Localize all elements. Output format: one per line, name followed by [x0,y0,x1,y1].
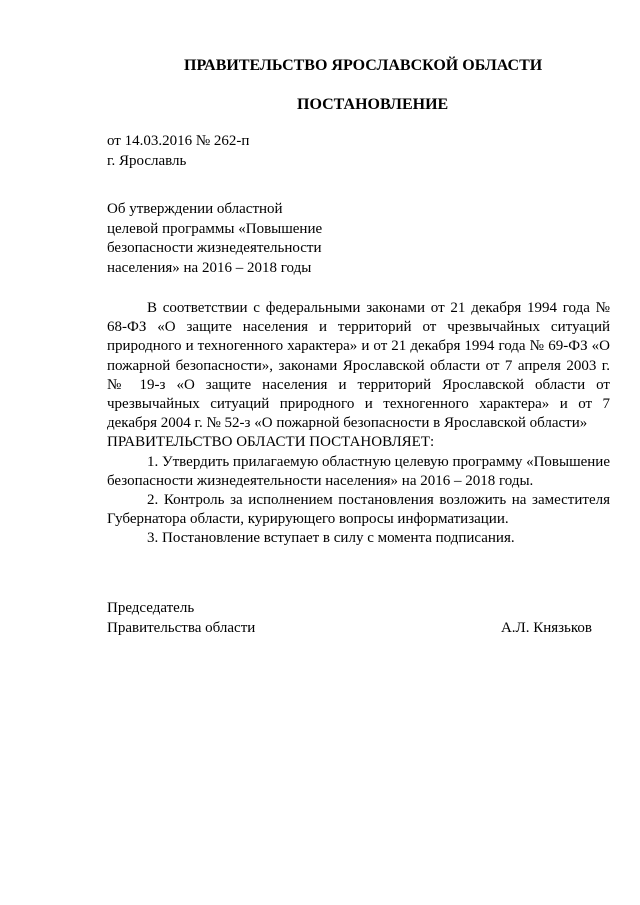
organization-title: ПРАВИТЕЛЬСТВО ЯРОСЛАВСКОЙ ОБЛАСТИ [184,57,543,74]
subject-line: безопасности жизнедеятельности [107,240,322,256]
document-body [107,299,610,549]
resolution-item: 2. Контроль за исполнением постановления возложить на заместителя Губернатора области, курирующего вопросы информатизации. [107,492,610,528]
signatory-title-line1: Председатель [107,600,195,616]
resolution-item: 3. Постановление вступает в силу с момента подписания. [147,530,515,547]
document-subject [107,200,322,278]
city: г. Ярославль [107,153,187,169]
subject-line: Об утверждении областной [107,201,283,217]
resolves-line: ПРАВИТЕЛЬСТВО ОБЛАСТИ ПОСТАНОВЛЯЕТ: [107,434,435,451]
resolution-item: 1. Утвердить прилагаемую областную целевую программу «Повышение безопасности жизнедеятельности населения» на 2016 – 2018 годы. [107,453,610,489]
signature-block [107,598,592,638]
date-number: от 14.03.2016 № 262-п [107,133,250,149]
signatory-name: А.Л. Князьков [500,620,592,636]
subject-line: целевой программы «Повышение [107,220,323,237]
signatory-title-line2: Правительства области [107,620,256,636]
subject-line: населения» на 2016 – 2018 годы [107,259,312,276]
document-type: ПОСТАНОВЛЕНИЕ [297,96,449,113]
signature-row [107,618,592,638]
document-meta [107,131,249,171]
preamble-paragraph: В соответствии с федеральными законами от 21 декабря 1994 года № 68-ФЗ «О защите населения и территорий от чрезвычайных ситуаций природного и техногенного характера» и от 21 декабря 1994 года № 69-ФЗ «О пожарной безопасности», законами Ярославской области от 7 апреля 2003 г. № 19-з «О защите населения и территорий Ярославской области от чрезвычайных ситуаций природного и техногенного характера» и от 7 декабря 2004 г. № 52-з «О пожарной безопасности в Ярославской области» [107,300,610,432]
